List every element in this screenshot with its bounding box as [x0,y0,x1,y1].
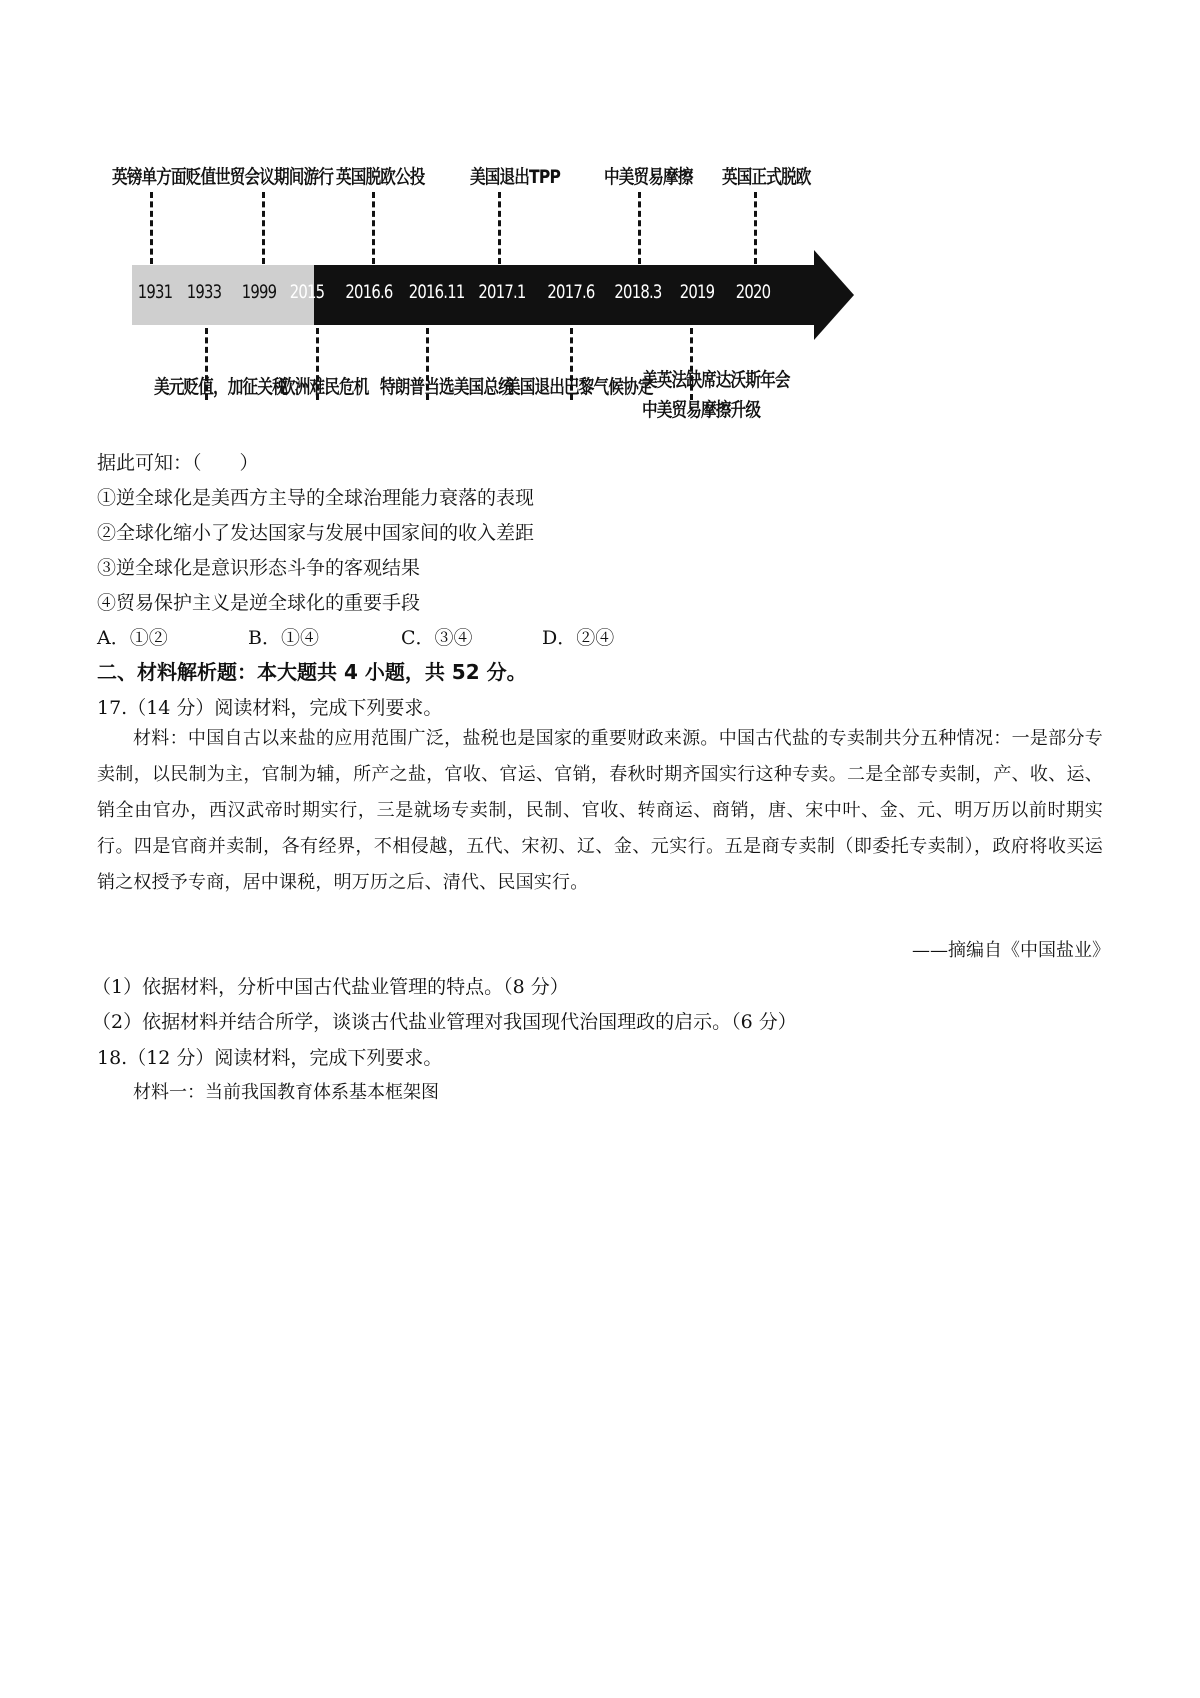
answer-option-d: D．②④ [542,627,615,649]
statement-item: ②全球化缩小了发达国家与发展中国家间的收入差距 [97,522,535,544]
event-top: 英国正式脱欧 [722,166,811,188]
connector-dash [262,192,265,264]
event-bottom: 美国退出巴黎气候协定 [505,376,653,398]
sub-question: （2）依据材料并结合所学，谈谈古代盐业管理对我国现代治国理政的启示。（6 分） [92,1011,797,1033]
year-label: 2019 [679,281,715,303]
event-top: 中美贸易摩擦 [604,166,693,188]
year-label: 2017.6 [547,281,595,303]
question-heading: 18.（12 分）阅读材料，完成下列要求。 [97,1047,443,1069]
connector-dash [372,192,375,264]
timeline-figure [112,150,860,460]
year-label: 2016.6 [345,281,393,303]
event-bottom: 特朗普当选美国总统 [380,376,513,398]
answer-option-c: C．③④ [401,627,473,649]
event-top: 美国退出TPP [470,166,561,188]
connector-dash [498,192,501,264]
event-bottom: 中美贸易摩擦升级 [642,399,761,421]
year-label: 1931 [137,281,173,303]
question-stem: 据此可知：（ ） [97,452,259,474]
event-top: 世贸会议期间游行 [215,166,334,188]
event-bottom: 美元贬值，加征关税 [154,376,287,398]
connector-dash [638,192,641,264]
sub-question: （1）依据材料，分析中国古代盐业管理的特点。（8 分） [92,976,569,998]
year-label: 2018.3 [614,281,662,303]
question-heading: 17.（14 分）阅读材料，完成下列要求。 [97,697,443,719]
year-label: 1999 [241,281,277,303]
material-label: 材料一：当前我国教育体系基本框架图 [133,1082,439,1103]
answer-option-a: A．①② [97,627,168,649]
connector-dash [754,192,757,264]
statement-item: ④贸易保护主义是逆全球化的重要手段 [97,592,421,614]
year-label: 2020 [735,281,771,303]
year-label: 2016.11 [408,281,465,303]
arrow-right-icon [814,250,854,340]
material-source: ——摘编自《中国盐业》 [912,940,1110,961]
section-title: 二、材料解析题：本大题共 4 小题，共 52 分。 [97,660,527,684]
event-top: 英国脱欧公投 [336,166,425,188]
statement-item: ③逆全球化是意识形态斗争的客观结果 [97,557,421,579]
event-bottom: 欧洲难民危机 [280,376,369,398]
year-label: 2015 [289,281,325,303]
year-label: 1933 [186,281,222,303]
year-label: 2017.1 [478,281,526,303]
event-bottom: 美英法缺席达沃斯年会 [642,369,790,391]
event-top: 英镑单方面贬值 [112,166,216,188]
connector-dash [150,192,153,264]
material-paragraph: 材料：中国自古以来盐的应用范围广泛，盐税也是国家的重要财政来源。中国古代盐的专卖制共分五种情况：一是部分专卖制，以民制为主，官制为辅，所产之盐，官收、官运、官销，春秋时期齐国实行这种专卖。二是全部专卖制，产、收、运、销全由官办，西汉武帝时期实行，三是就场专卖制，民制、官收、转商运、商销，唐、宋中叶、金、元、明万历以前时期实行。四是官商并卖制，各有经界，不相侵越，五代、宋初、辽、金、元实行。五是商专卖制（即委托专卖制），政府将收买运销之权授予专商，居中课税，明万历之后、清代、民国实行。 [97,728,1103,893]
answer-option-b: B．①④ [248,627,319,649]
statement-item: ①逆全球化是美西方主导的全球治理能力衰落的表现 [97,487,535,509]
